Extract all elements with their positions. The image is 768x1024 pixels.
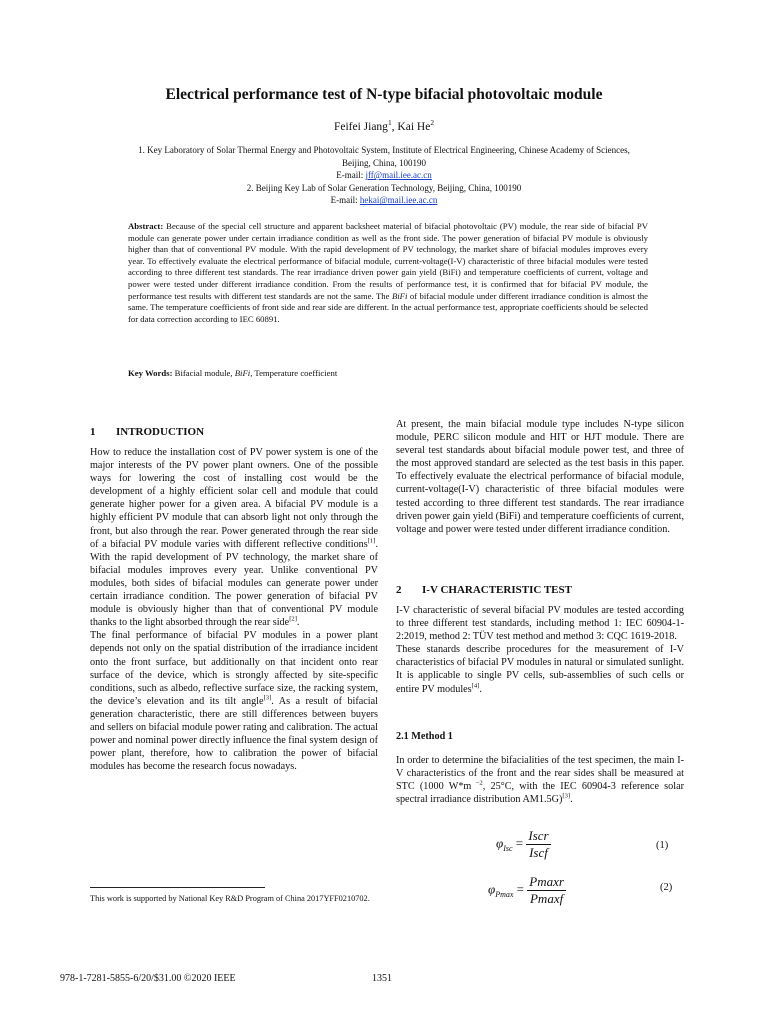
email-link-1[interactable]: jff@mail.iee.ac.cn [365, 170, 432, 181]
equation-2-number: (2) [660, 882, 673, 893]
eq-fraction [526, 828, 550, 861]
equation-2 [488, 874, 566, 907]
eq-symbol: φ [488, 881, 496, 897]
email-label: E-mail: [330, 195, 360, 206]
keywords-text: , Temperature coefficient [250, 368, 338, 378]
email-label: E-mail: [336, 170, 366, 181]
email-link-2[interactable]: hekai@mail.iee.ac.cn [359, 195, 438, 206]
abstract [128, 221, 648, 325]
intro-continued: At present, the main bifacial module type includes N-type silicon module, PERC silicon module and HIT or HJT module. There are several test standards about bifacial module power test, and three of the most approved standard are selected as the test basis in this paper. To effectively evaluate the electrical performance of bifacial module, current-voltage(I-V) characteristic of three bifacial modules were tested according to three different test standards. The rear irradiance driven power gain yield (BiFi) and temperature coefficients of current, voltage and power were tested under different irradiance condition. [396, 419, 684, 535]
email-line-1 [80, 169, 688, 182]
section-number: 1 [90, 426, 96, 438]
superscript: −2 [471, 779, 483, 787]
keywords-bifi: BiFi [234, 368, 251, 378]
citation: [1] [367, 537, 376, 545]
para-text: . [570, 794, 573, 806]
citation: [3] [562, 792, 571, 800]
author-affil-mark: 1 [387, 118, 392, 128]
subsection-2-1-heading: 2.1 Method 1 [396, 731, 453, 742]
citation: [4] [471, 682, 480, 690]
author-line [60, 118, 708, 133]
section-2-heading [396, 584, 572, 596]
author-affil-mark: 2 [430, 118, 435, 128]
eq-denominator: Iscf [526, 844, 550, 861]
keywords-text: Bifacial module, [172, 368, 235, 378]
right-column [396, 418, 684, 536]
footnote: This work is supported by National Key R&D Program of China 2017YFF0210702. [90, 894, 370, 903]
section-1-heading [90, 426, 204, 438]
equation-1-number: (1) [656, 840, 669, 851]
eq-equals: = [513, 881, 528, 897]
subsection-2-1-body [396, 754, 684, 806]
paper-title: Electrical performance test of N-type bifacial photovoltaic module [165, 86, 603, 103]
eq-denominator: Pmaxf [527, 890, 566, 907]
intro-paragraph-2 [90, 629, 378, 773]
affiliation-1-line2: Beijing, China, 100190 [342, 157, 426, 168]
subsection-paragraph [396, 754, 684, 806]
para-text: These stanards describe procedures for the measurement of I-V characteristics of bifacial PV modules in natural or simulated sunlight. It is applicable to single PV cells, sub-assemblies of such cells or entire PV modules [396, 644, 684, 695]
eq-subscript: Pmax [495, 890, 514, 900]
para-text: , 25°C, with the IEC 60904-3 reference solar spectral irradiance distribution AM1.5G) [396, 781, 684, 806]
page-number: 1351 [372, 973, 392, 984]
section-title: INTRODUCTION [116, 426, 205, 438]
equation-1 [496, 828, 551, 861]
copyright-isbn: 978-1-7281-5855-6/20/$31.00 ©2020 IEEE [60, 973, 236, 984]
left-column [90, 446, 378, 773]
citation: [3] [263, 694, 272, 702]
eq-fraction [527, 874, 566, 907]
abstract-bifi: BiFi [391, 290, 408, 301]
email-line-2 [80, 194, 688, 207]
para-text: . As a result of bifacial generation characteristic, there are still differences between buyers and sellers on bifacial module power rating and calibration. The actual power and nominal power directly influence the final system design of power plant, therefore, how to calibration the power of bifacial modules has become the research focus nowadays. [90, 695, 378, 773]
eq-equals: = [512, 835, 527, 851]
author-name: , Kai He [391, 121, 431, 133]
affiliations [80, 144, 688, 207]
eq-numerator: Pmaxr [529, 874, 564, 889]
keywords [128, 368, 648, 378]
abstract-text: of bifacial module under different irradiance condition is almost the same. The temperature coefficients of front side and rear side are different. In the actual performance test, appropriate coefficients should be selected for data correction according to IEC 60891. [128, 290, 648, 324]
affiliation-1-line1: 1. Key Laboratory of Solar Thermal Energy and Photovoltaic System, Institute of Electrical Engineering, Chinese Academy of Sciences, [138, 145, 630, 155]
para-text: The final performance of bifacial PV modules in a power plant depends not only on the spatial distribution of the irradiance incident onto the front surface, but additionally on that incident onto rear surface of the device, which is strongly affected by site-specific conditions, such as albedo, reflective surface size, the racking system, the device’s elevation and its tilt angle [90, 630, 378, 707]
section-2-paragraph-2 [396, 643, 684, 695]
para-text: How to reduce the installation cost of PV power system is one of the major interests of the PV power plant owners. One of the possible ways for lowering the cost of installing cost would be the development of a highly efficient solar cell and module that could generate higher power for a given area. A bifacial PV module is a highly efficient PV module that can absorb light not only through the front, but also through the rear. Power generated through the rear side of a bifacial PV module varies with different reflective conditions [90, 447, 378, 550]
section-title: I-V CHARACTERISTIC TEST [422, 584, 572, 596]
eq-numerator: Iscr [528, 828, 549, 843]
section-2-paragraph-1: I-V characteristic of several bifacial PV modules are tested according to three different test standards, including method 1: IEC 60904-1-2:2019, method 2: TÜV test method and method 3: CQC 1619-2018. [396, 605, 684, 643]
affiliation-2: 2. Beijing Key Lab of Solar Generation Technology, Beijing, China, 100190 [246, 182, 522, 193]
keywords-label: Key Words: [128, 368, 173, 378]
author-name: Feifei Jiang [333, 121, 388, 133]
section-number: 2 [396, 584, 402, 596]
eq-symbol: φ [496, 835, 504, 851]
footnote-divider [90, 887, 265, 888]
eq-subscript: Isc [503, 844, 513, 854]
section-2-body [396, 604, 684, 696]
para-text: . [479, 683, 482, 695]
para-text: . [296, 617, 300, 629]
para-text: In order to determine the bifacialities of the test specimen, the main I-V characteristics of the front and the rear sides shall be measured at STC (1000 W*m [396, 755, 684, 793]
abstract-label: Abstract: [128, 221, 164, 231]
abstract-text: Because of the special cell structure and apparent backsheet material of bifacial photovoltaic (PV) module, the rear side of bifacial PV module can generate power under certain irradiance condition as well as the front side. The power generation of bifacial PV module is obviously higher than that of conventional PV module. With the rapid development of PV technology, the market share of bifacial modules improves every year. To effectively evaluate the electrical performance of bifacial module, current-voltage(I-V) characteristic of three bifacial modules were tested according to three different test standards. The rear irradiance driven power gain yield (BiFi) and temperature coefficients of current, voltage and power were tested under different irradiance condition. From the results of performance test, it is confirmed that for bifacial PV module, the performance test results with different test standards are not the same. The [128, 221, 648, 301]
intro-paragraph-1 [90, 446, 378, 629]
citation: [2] [289, 615, 297, 623]
para-text: . With the rapid development of PV technology, the market share of bifacial modules improves every year. Unlike conventional PV modules, both sides of bifacial modules can generate power under certain irradiance condition. The power generation of bifacial PV module is obviously higher than that of conventional PV module thanks to the light absorbed through the rear side [90, 538, 378, 629]
